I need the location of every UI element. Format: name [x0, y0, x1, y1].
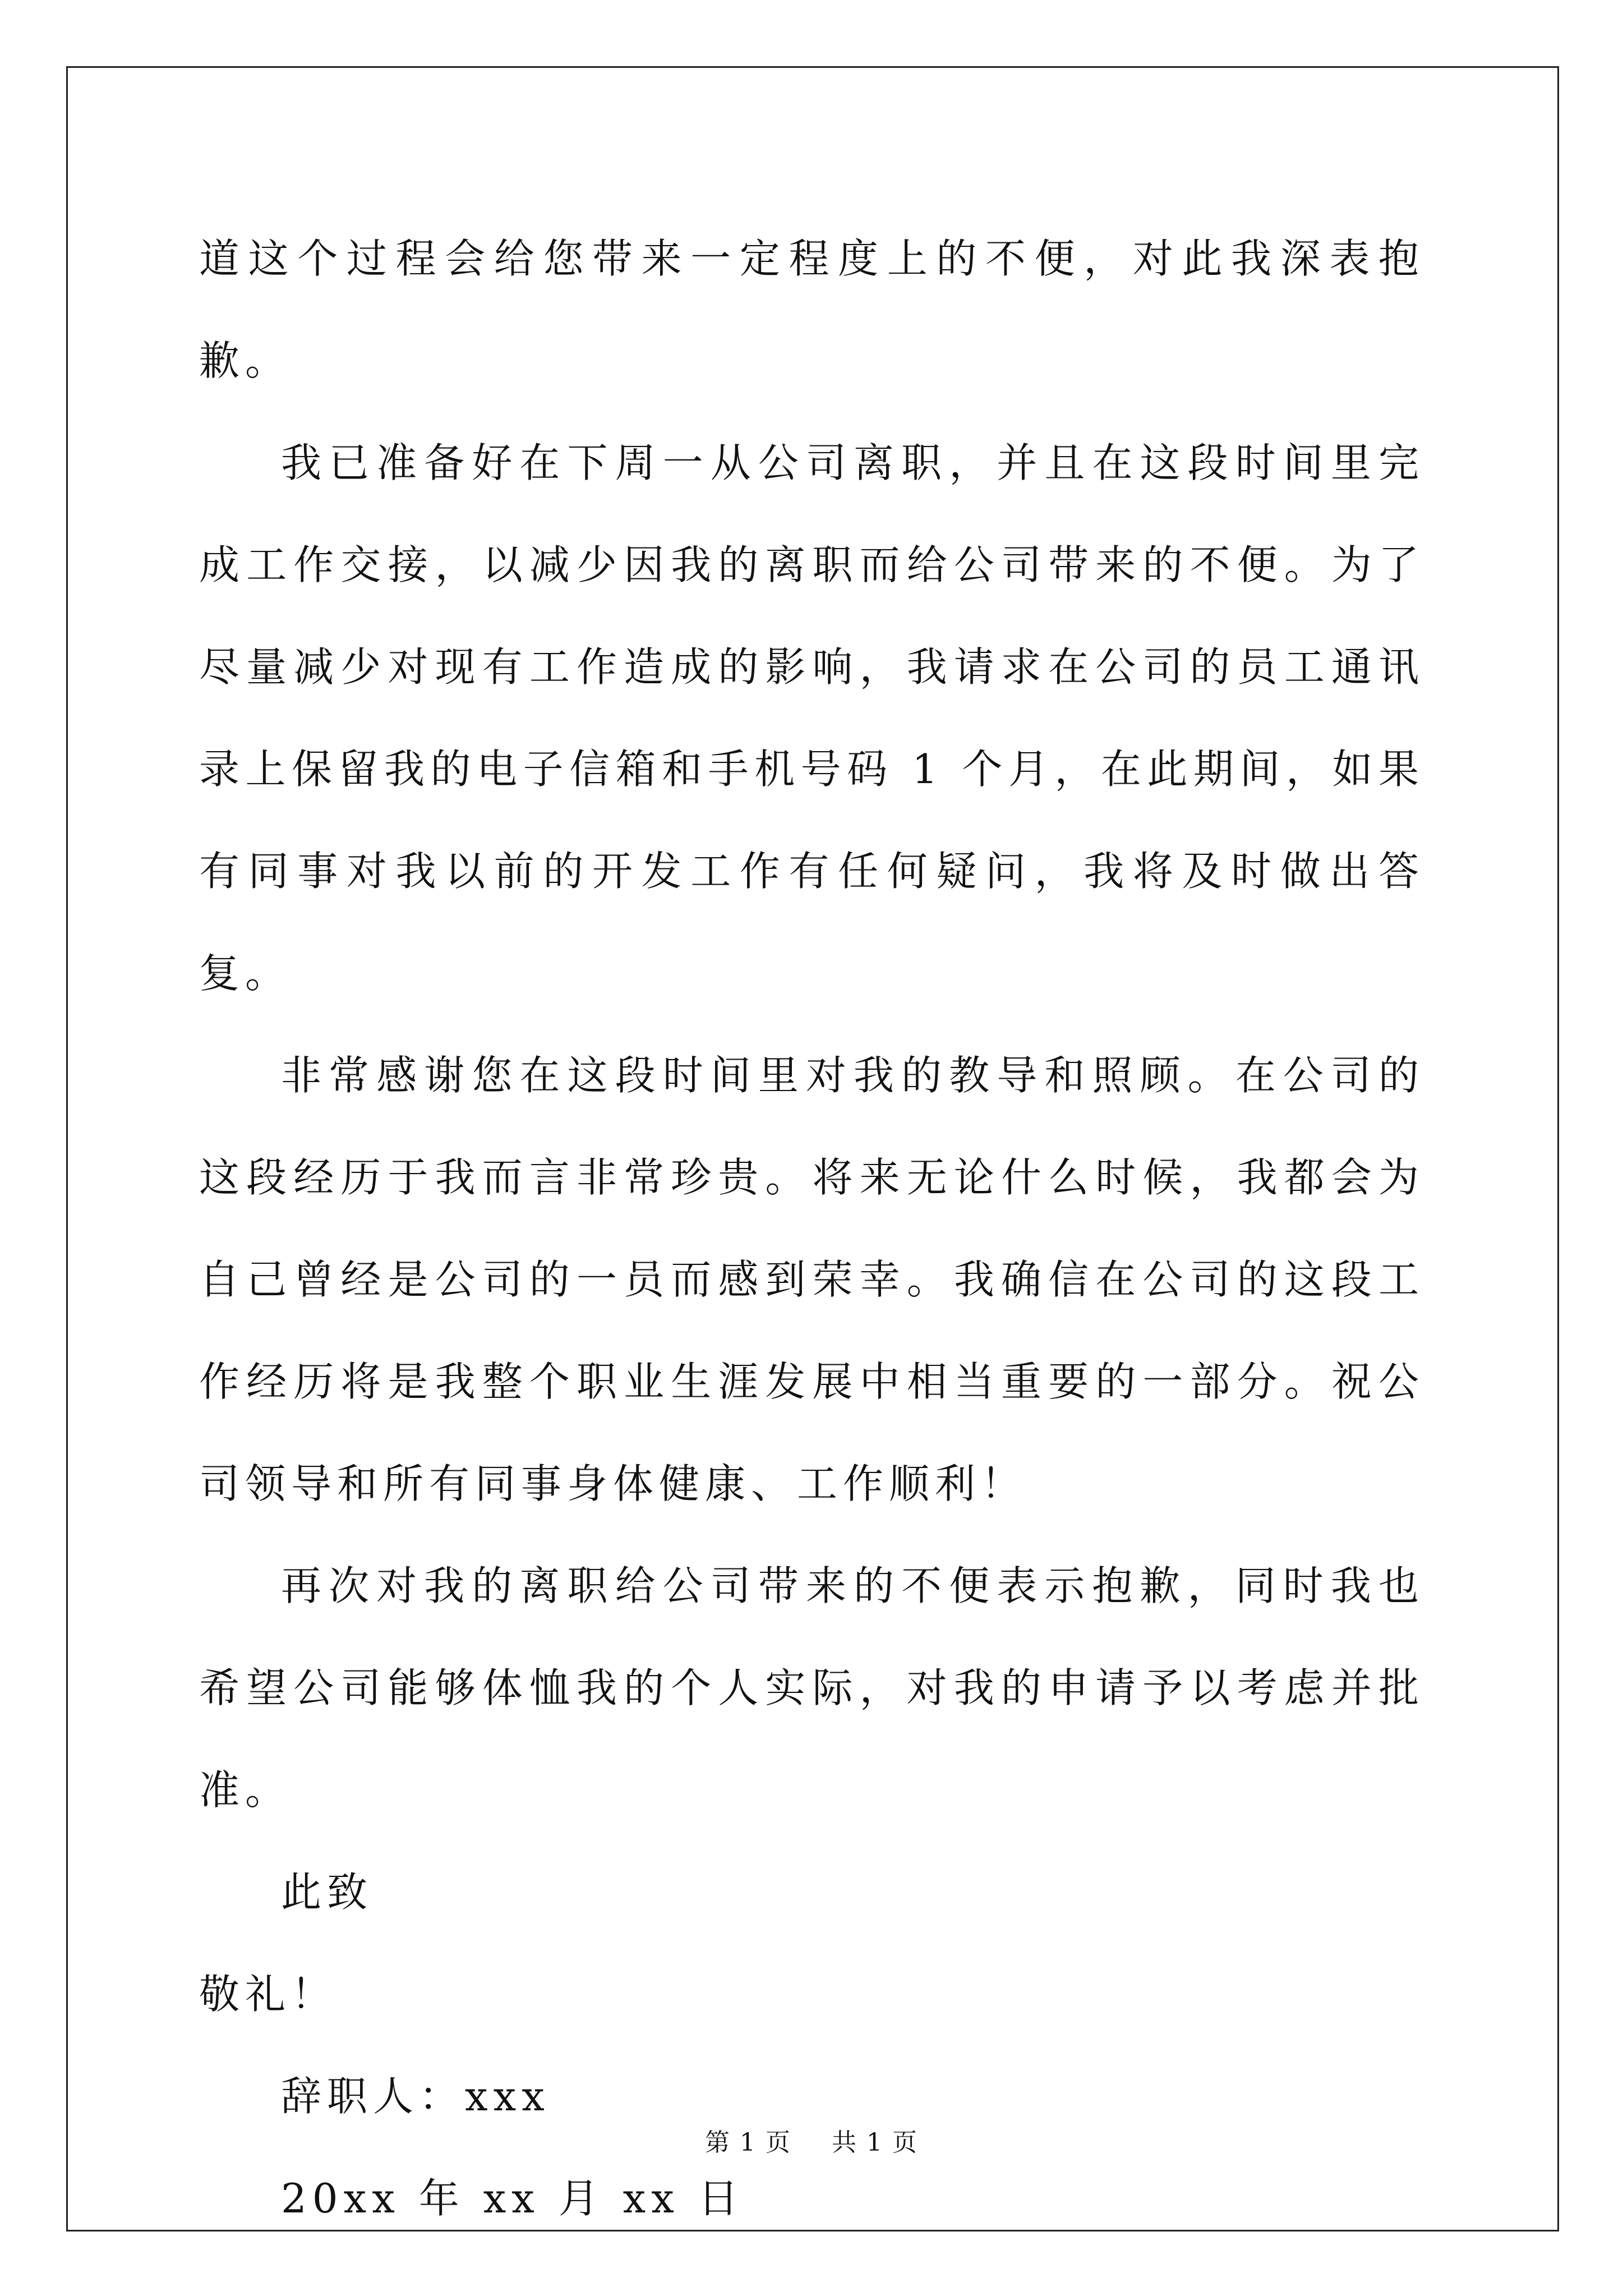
signature-line: 辞职人：xxx — [281, 2073, 550, 2120]
page-number-current: 第 1 页 — [705, 2128, 791, 2157]
paragraph-thanks: 非常感谢您在这段时间里对我的教导和照顾。在公司的这段经历于我而言非常珍贵。将来无论什么时候，我都会为自己曾经是公司的一员而感到荣幸。我确信在公司的这段工作经历将是我整个职业生涯发展中相当重要的一部分。祝公司领导和所有同事身体健康、工作顺利！ — [199, 1052, 1424, 1507]
paragraph-apology: 再次对我的离职给公司带来的不便表示抱歉，同时我也希望公司能够体恤我的个人实际，对我的申请予以考虑并批准。 — [199, 1562, 1424, 1814]
paragraph-continuation: 道这个过程会给您带来一定程度上的不便，对此我深表抱歉。 — [199, 235, 1424, 384]
salute-text: 敬礼！ — [199, 1971, 338, 2018]
letter-body — [199, 208, 1424, 2249]
paragraph-handover: 我已准备好在下周一从公司离职，并且在这段时间里完成工作交接，以减少因我的离职而给公司带来的不便。为了尽量减少对现有工作造成的影响，我请求在公司的员工通讯录上保留我的电子信箱和手机号码 1 个月，在此期间，如果有同事对我以前的开发工作有任何疑问，我将及时做出答复。 — [199, 439, 1424, 997]
page-footer — [0, 2126, 1623, 2160]
closing-text: 此致 — [281, 1869, 374, 1916]
page-number-total: 共 1 页 — [832, 2128, 918, 2157]
date-line: 20xx 年 xx 月 xx 日 — [281, 2175, 744, 2222]
